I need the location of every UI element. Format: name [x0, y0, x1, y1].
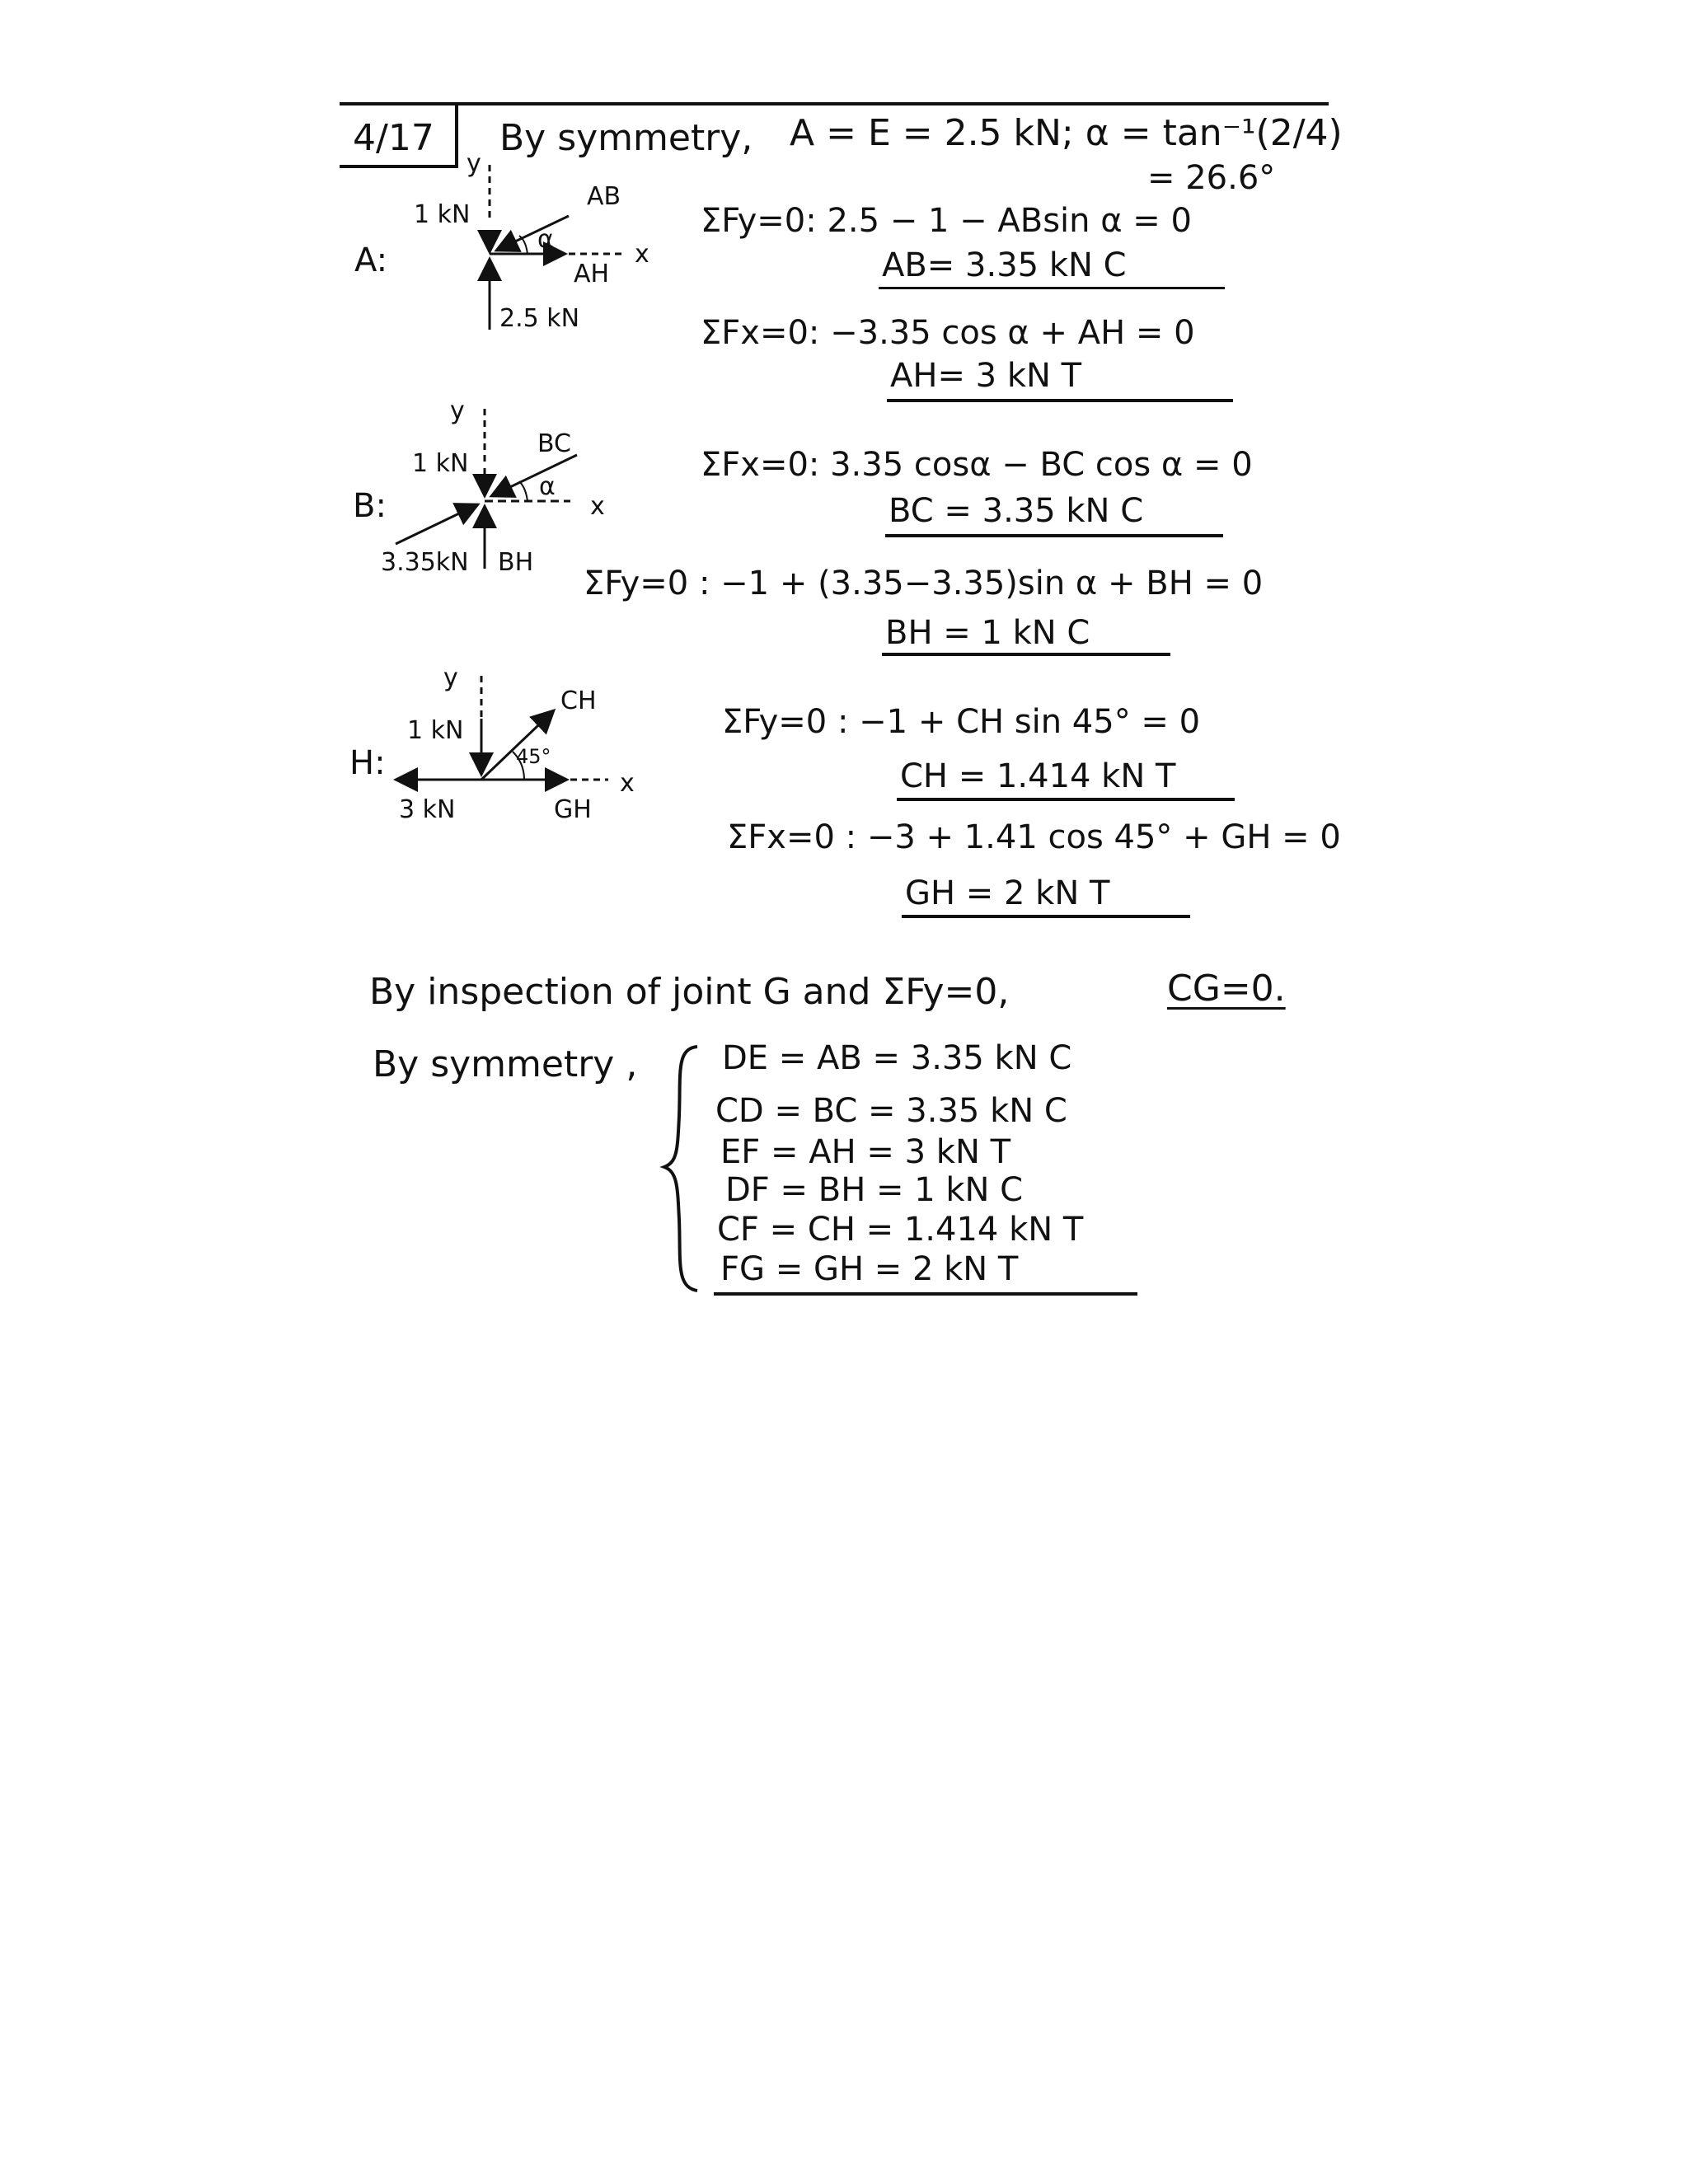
- joint-h-angle-label: 45°: [516, 745, 551, 768]
- symmetry-row-cf: CF = CH = 1.414 kN T: [717, 1211, 1084, 1249]
- joint-b-res-bc: BC = 3.35 kN C: [889, 492, 1144, 530]
- symmetry-row-cd: CD = BC = 3.35 kN C: [715, 1092, 1067, 1130]
- joint-b-eq-fx: ΣFx=0: 3.35 cosα − BC cos α = 0: [701, 446, 1253, 484]
- joint-a-reaction-label: 2.5 kN: [499, 304, 580, 333]
- joint-a-y-axis-label: y: [467, 149, 481, 178]
- symmetry-row-ef: EF = AH = 3 kN T: [720, 1133, 1011, 1171]
- symmetry-underline: [714, 1292, 1137, 1296]
- joint-b-label: B:: [353, 487, 387, 525]
- joint-a-label: A:: [354, 241, 388, 279]
- joint-b-bh-label: BH: [498, 548, 534, 577]
- joint-a-alpha-label: α: [537, 225, 554, 254]
- joint-a-res-ab: AB= 3.35 kN C: [882, 246, 1127, 284]
- symmetry-label: By symmetry ,: [373, 1043, 638, 1085]
- header-rule: [340, 102, 1329, 105]
- ab-arrow: [496, 216, 569, 254]
- summary-brace: [659, 1042, 709, 1297]
- inspection-result: CG=0.: [1167, 968, 1286, 1010]
- joint-h-res-gh: GH = 2 kN T: [905, 874, 1110, 912]
- joint-a-res-ah: AH= 3 kN T: [890, 357, 1082, 395]
- joint-a-ah-label: AH: [574, 260, 610, 288]
- joint-a-ab-label: AB: [587, 182, 621, 211]
- joint-h-load-label: 1 kN: [407, 716, 464, 745]
- bc-arrow: [491, 455, 577, 496]
- joint-b-y-axis-label: y: [450, 396, 465, 425]
- ab-member-arrow: [396, 504, 478, 544]
- joint-h-x-axis-label: x: [620, 769, 635, 798]
- joint-h-gh-label: GH: [554, 795, 592, 824]
- symmetry-row-de: DE = AB = 3.35 kN C: [722, 1039, 1072, 1077]
- joint-a-eq-fx: ΣFx=0: −3.35 cos α + AH = 0: [701, 314, 1195, 352]
- joint-b-eq-fy: ΣFy=0 : −1 + (3.35−3.35)sin α + BH = 0: [584, 565, 1264, 602]
- inspection-statement: By inspection of joint G and ΣFy=0,: [369, 971, 1010, 1013]
- joint-a-res-ah-underline: [887, 399, 1233, 402]
- reactions-statement: A = E = 2.5 kN; α = tan⁻¹(2/4): [790, 112, 1343, 154]
- joint-b-alpha-label: α: [539, 472, 556, 501]
- joint-h-res-gh-underline: [902, 915, 1190, 918]
- joint-h-eq-fy: ΣFy=0 : −1 + CH sin 45° = 0: [722, 703, 1201, 741]
- joint-h-ch-label: CH: [560, 687, 597, 715]
- alpha-value: = 26.6°: [1147, 159, 1276, 197]
- joint-h-eq-fx: ΣFx=0 : −3 + 1.41 cos 45° + GH = 0: [727, 818, 1341, 856]
- joint-a-load-label: 1 kN: [414, 200, 471, 229]
- joint-b-ab-label: 3.35kN: [381, 548, 469, 577]
- joint-a-eq-fy: ΣFy=0: 2.5 − 1 − ABsin α = 0: [701, 202, 1192, 240]
- joint-a-res-ab-underline: [879, 287, 1225, 289]
- symmetry-row-fg: FG = GH = 2 kN T: [720, 1250, 1019, 1288]
- joint-h-y-axis-label: y: [443, 663, 458, 692]
- symmetry-statement: By symmetry,: [499, 117, 753, 159]
- joint-b-load-label: 1 kN: [412, 449, 469, 478]
- joint-h-ah-label: 3 kN: [399, 795, 456, 824]
- joint-b-res-bc-underline: [885, 534, 1223, 537]
- joint-b-res-bh-underline: [882, 653, 1170, 656]
- joint-a-x-axis-label: x: [635, 240, 649, 269]
- joint-b-res-bh: BH = 1 kN C: [885, 614, 1090, 652]
- angle-arc: [519, 481, 528, 501]
- joint-h-label: H:: [349, 744, 386, 782]
- joint-h-res-ch-underline: [897, 798, 1235, 801]
- joint-h-res-ch: CH = 1.414 kN T: [900, 757, 1176, 795]
- joint-b-x-axis-label: x: [590, 492, 605, 521]
- joint-b-bc-label: BC: [537, 429, 572, 458]
- symmetry-row-df: DF = BH = 1 kN C: [725, 1171, 1024, 1209]
- problem-number: 4/17: [353, 117, 434, 159]
